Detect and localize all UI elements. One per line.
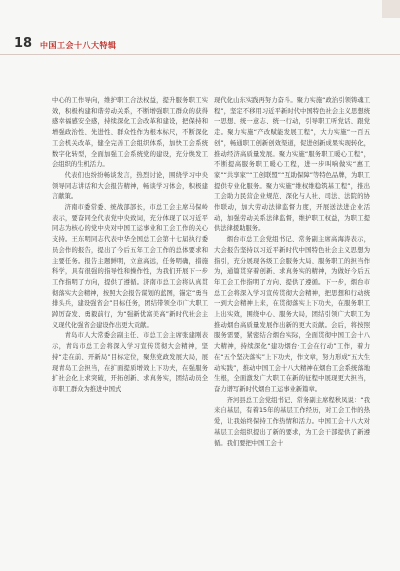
left-text-column [52,96,208,396]
corner-band [382,0,400,18]
paragraph: 青岛市人大常委会副主任、市总工会主席张建刚表示，青岛市总工会将深入学习宣传贯彻大会精神，坚持“走在前、开新局”目标定位，聚焦党政发展大局，展现青岛工会担当，在扩面提质增效上下功夫，在强服务扩社会化上求突破，开拓创新、求真务实，团结动员全市职工群众为推进中国式 [52,332,208,393]
paragraph: 代表们也纷纷畅谈发言，热烈讨论，围绕学习中央领导同志讲话和大会报告精神，畅谈学习体会，积极建言献策。 [52,171,208,201]
paragraph: 中心的工作导向，维护职工合法权益，提升服务职工实效，积极构建和谐劳动关系，不断增强职工群众的获得感幸福感安全感，持续深化工会改革和建设，把保持和增强政治性、先进性、群众性作为根本标尺，不断深化工会机关改革，健全完善工会组织体系，加快工会系统数字化转型，全面加强工会系统党的建设，充分焕发工会组织的生机活力。 [52,97,208,169]
running-header-title: 中国工会十八大特辑 [40,41,117,50]
page-number: 18 [14,36,33,51]
paragraph: 烟台市总工会党组书记、常务副主席高海涛表示，大会报告坚持以习近平新时代中国特色社会主义思想为指引，充分展现各级工会服务大局、服务职工的担当作为，通篇贯穿着创新、求真务实的精神，为做好今后五年工会工作指明了方向、提供了遵循。下一步，烟台市总工会将深入学习宣传贯彻大会精神，把思想和行动统一到大会精神上来，在贯彻落实上下功夫，在服务职工上出实效，围绕中心、服务大局，团结引领广大职工为推动烟台高质量发展作出新的更大贡献。会后，将按照服务需要，紧密结合烟台实际，全面贯彻中国工会十八大精神，持续深化“建功烟台·工会在行动”工作，着力在“五个坚决落实”上下功夫，作文章，努力形成“五大生动实践”，推动中国工会十八大精神在烟台工会系统落地生根，全面激发广大职工在新的征程中展现更大担当，奋力谱写新时代烟台工运事业新篇章。 [214,236,370,393]
paragraph: 齐河县总工会党组书记、常务副主席程秋凤说：“我来自基层，有着15年的基层工作经历，对工会工作的热爱，让我始终保持工作热情和活力。中国工会十八大对基层工会组织提出了新的要求，为工会干部提供了新遵循。我们要把中国工会十 [214,396,370,447]
right-text-column [214,96,370,449]
header-divider [0,54,400,55]
paragraph: 现代化山东实践再努力奋斗。聚力实施“政治引领铸魂工程”，坚定不移用习近平新时代中国特色社会主义思想统一思想、统一意志、统一行动，引导职工听党话、跟党走。聚力实施“产改赋能发展工程”，大力实施“一百五创”，畅通职工创新创效渠道，促进创新成果实现转化，推动经济高质量发展。聚力实施“服务职工暖心工程”，不断提高服务职工暖心工程，进一步叫响做实“惠工家”“共享家”“工创联盟”“互助保障”等特色品牌，为职工提供专业化服务。聚力实施“维权维稳筑基工程”，推出工会助力民营企业规范、深化与人社、司法、法院的协作联动，加大劳动法律监督力度，开展送法进企业活动，加强劳动关系法律监督，维护职工权益，为职工提供法律援助服务。 [214,97,370,233]
paragraph: 济南市委常委、统战部部长，市总工会主席马保岭表示，要奋同全代表党中央致词，充分体现了以习近平同志为核心的党中央对中国工运事业和工会工作的关心支持。王东明同志代表中华全国总工会第十七届执行委员会作的报告，提出了今后五年工会工作的总体要求和主要任务。报告主题鲜明，立意高远，任务明确，措施科学，具有很强的指导性和操作性，为我们开展下一步工作指明了方向，提供了遵循。济南市总工会将认真贯彻落实大会精神，按照大会报告谋划的蓝图，锚定“勇当排头兵，建设强省会”目标任务，团结带领全市广大职工踔厉奋发、勇毅前行，为“强新优富美高”新时代社会主义现代化强省会建设作出更大贡献。 [52,204,208,329]
